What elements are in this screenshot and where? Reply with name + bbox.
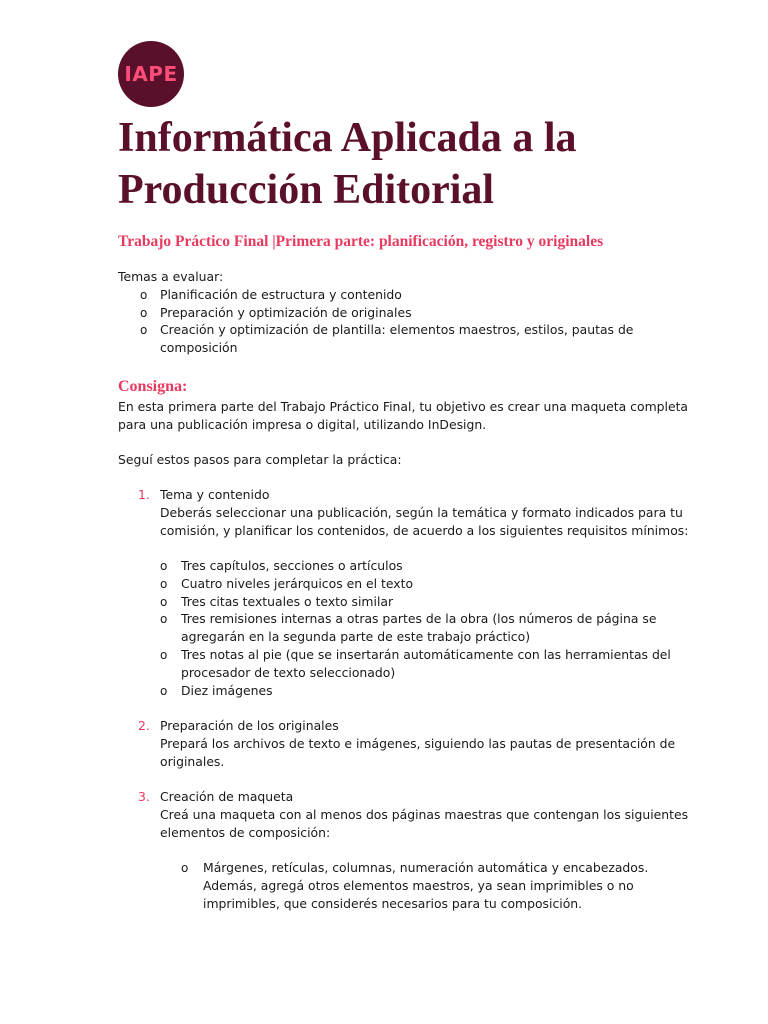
temas-item: Creación y optimización de plantilla: elementos maestros, estilos, pautas de — [160, 322, 634, 337]
document-subtitle: Trabajo Práctico Final |Primera parte: planificación, registro y originales — [118, 233, 604, 250]
list-item: Tres capítulos, secciones o artículos — [181, 558, 403, 573]
step-text: comisión, y planificar los contenidos, de acuerdo a los siguientes requisitos mínimos: — [160, 523, 689, 538]
bullet-icon: o — [160, 612, 168, 626]
list-item: Tres remisiones internas a otras partes de la obra (los números de página se — [181, 611, 657, 626]
bullet-icon: o — [160, 559, 168, 573]
step-number: 3. — [138, 789, 150, 804]
consigna-intro: En esta primera parte del Trabajo Práctico Final, tu objetivo es crear una maqueta completa — [118, 399, 689, 414]
list-item: Márgenes, retículas, columnas, numeración automática y encabezados. — [203, 860, 649, 875]
step-number: 2. — [138, 718, 150, 733]
list-item-continued: agregarán en la segunda parte de este trabajo práctico) — [181, 629, 531, 644]
step-title: Creación de maqueta — [160, 789, 294, 804]
temas-item: Planificación de estructura y contenido — [160, 287, 402, 302]
bullet-icon: o — [160, 595, 168, 609]
step-text: elementos de composición: — [160, 825, 331, 840]
list-item-continued: imprimibles, que considerés necesarios para tu composición. — [203, 896, 583, 911]
bullet-icon: o — [140, 306, 148, 320]
step-title: Preparación de los originales — [160, 718, 339, 733]
bullet-icon: o — [181, 861, 189, 875]
step-text: Prepará los archivos de texto e imágenes, siguiendo las pautas de presentación de — [160, 736, 676, 751]
bullet-icon: o — [160, 684, 168, 698]
step-title: Tema y contenido — [160, 487, 270, 502]
temas-label: Temas a evaluar: — [118, 269, 224, 284]
step-text: Creá una maqueta con al menos dos páginas maestras que contengan los siguientes — [160, 807, 689, 822]
list-item: Tres citas textuales o texto similar — [181, 594, 394, 609]
list-item-continued: procesador de texto seleccionado) — [181, 665, 396, 680]
steps-intro: Seguí estos pasos para completar la práctica: — [118, 452, 402, 467]
step-number: 1. — [138, 487, 150, 502]
list-item: Cuatro niveles jerárquicos en el texto — [181, 576, 414, 591]
step-text: Deberás seleccionar una publicación, según la temática y formato indicados para tu — [160, 505, 683, 520]
document-title: Informática Aplicada a la Producción Editorial — [118, 115, 577, 213]
list-item: Diez imágenes — [181, 683, 273, 698]
list-item-continued: Además, agregá otros elementos maestros, ya sean imprimibles o no — [203, 878, 634, 893]
bullet-icon: o — [140, 323, 148, 337]
bullet-icon: o — [140, 288, 148, 302]
logo-text: IAPE — [124, 62, 178, 86]
bullet-icon: o — [160, 648, 168, 662]
temas-item-continued: composición — [160, 340, 238, 355]
step-text: originales. — [160, 754, 225, 769]
temas-item: Preparación y optimización de originales — [160, 305, 412, 320]
list-item: Tres notas al pie (que se insertarán automáticamente con las herramientas del — [181, 647, 671, 662]
iape-logo — [118, 41, 184, 107]
consigna-intro: para una publicación impresa o digital, utilizando InDesign. — [118, 417, 487, 432]
bullet-icon: o — [160, 577, 168, 591]
consigna-heading: Consigna: — [118, 378, 188, 395]
